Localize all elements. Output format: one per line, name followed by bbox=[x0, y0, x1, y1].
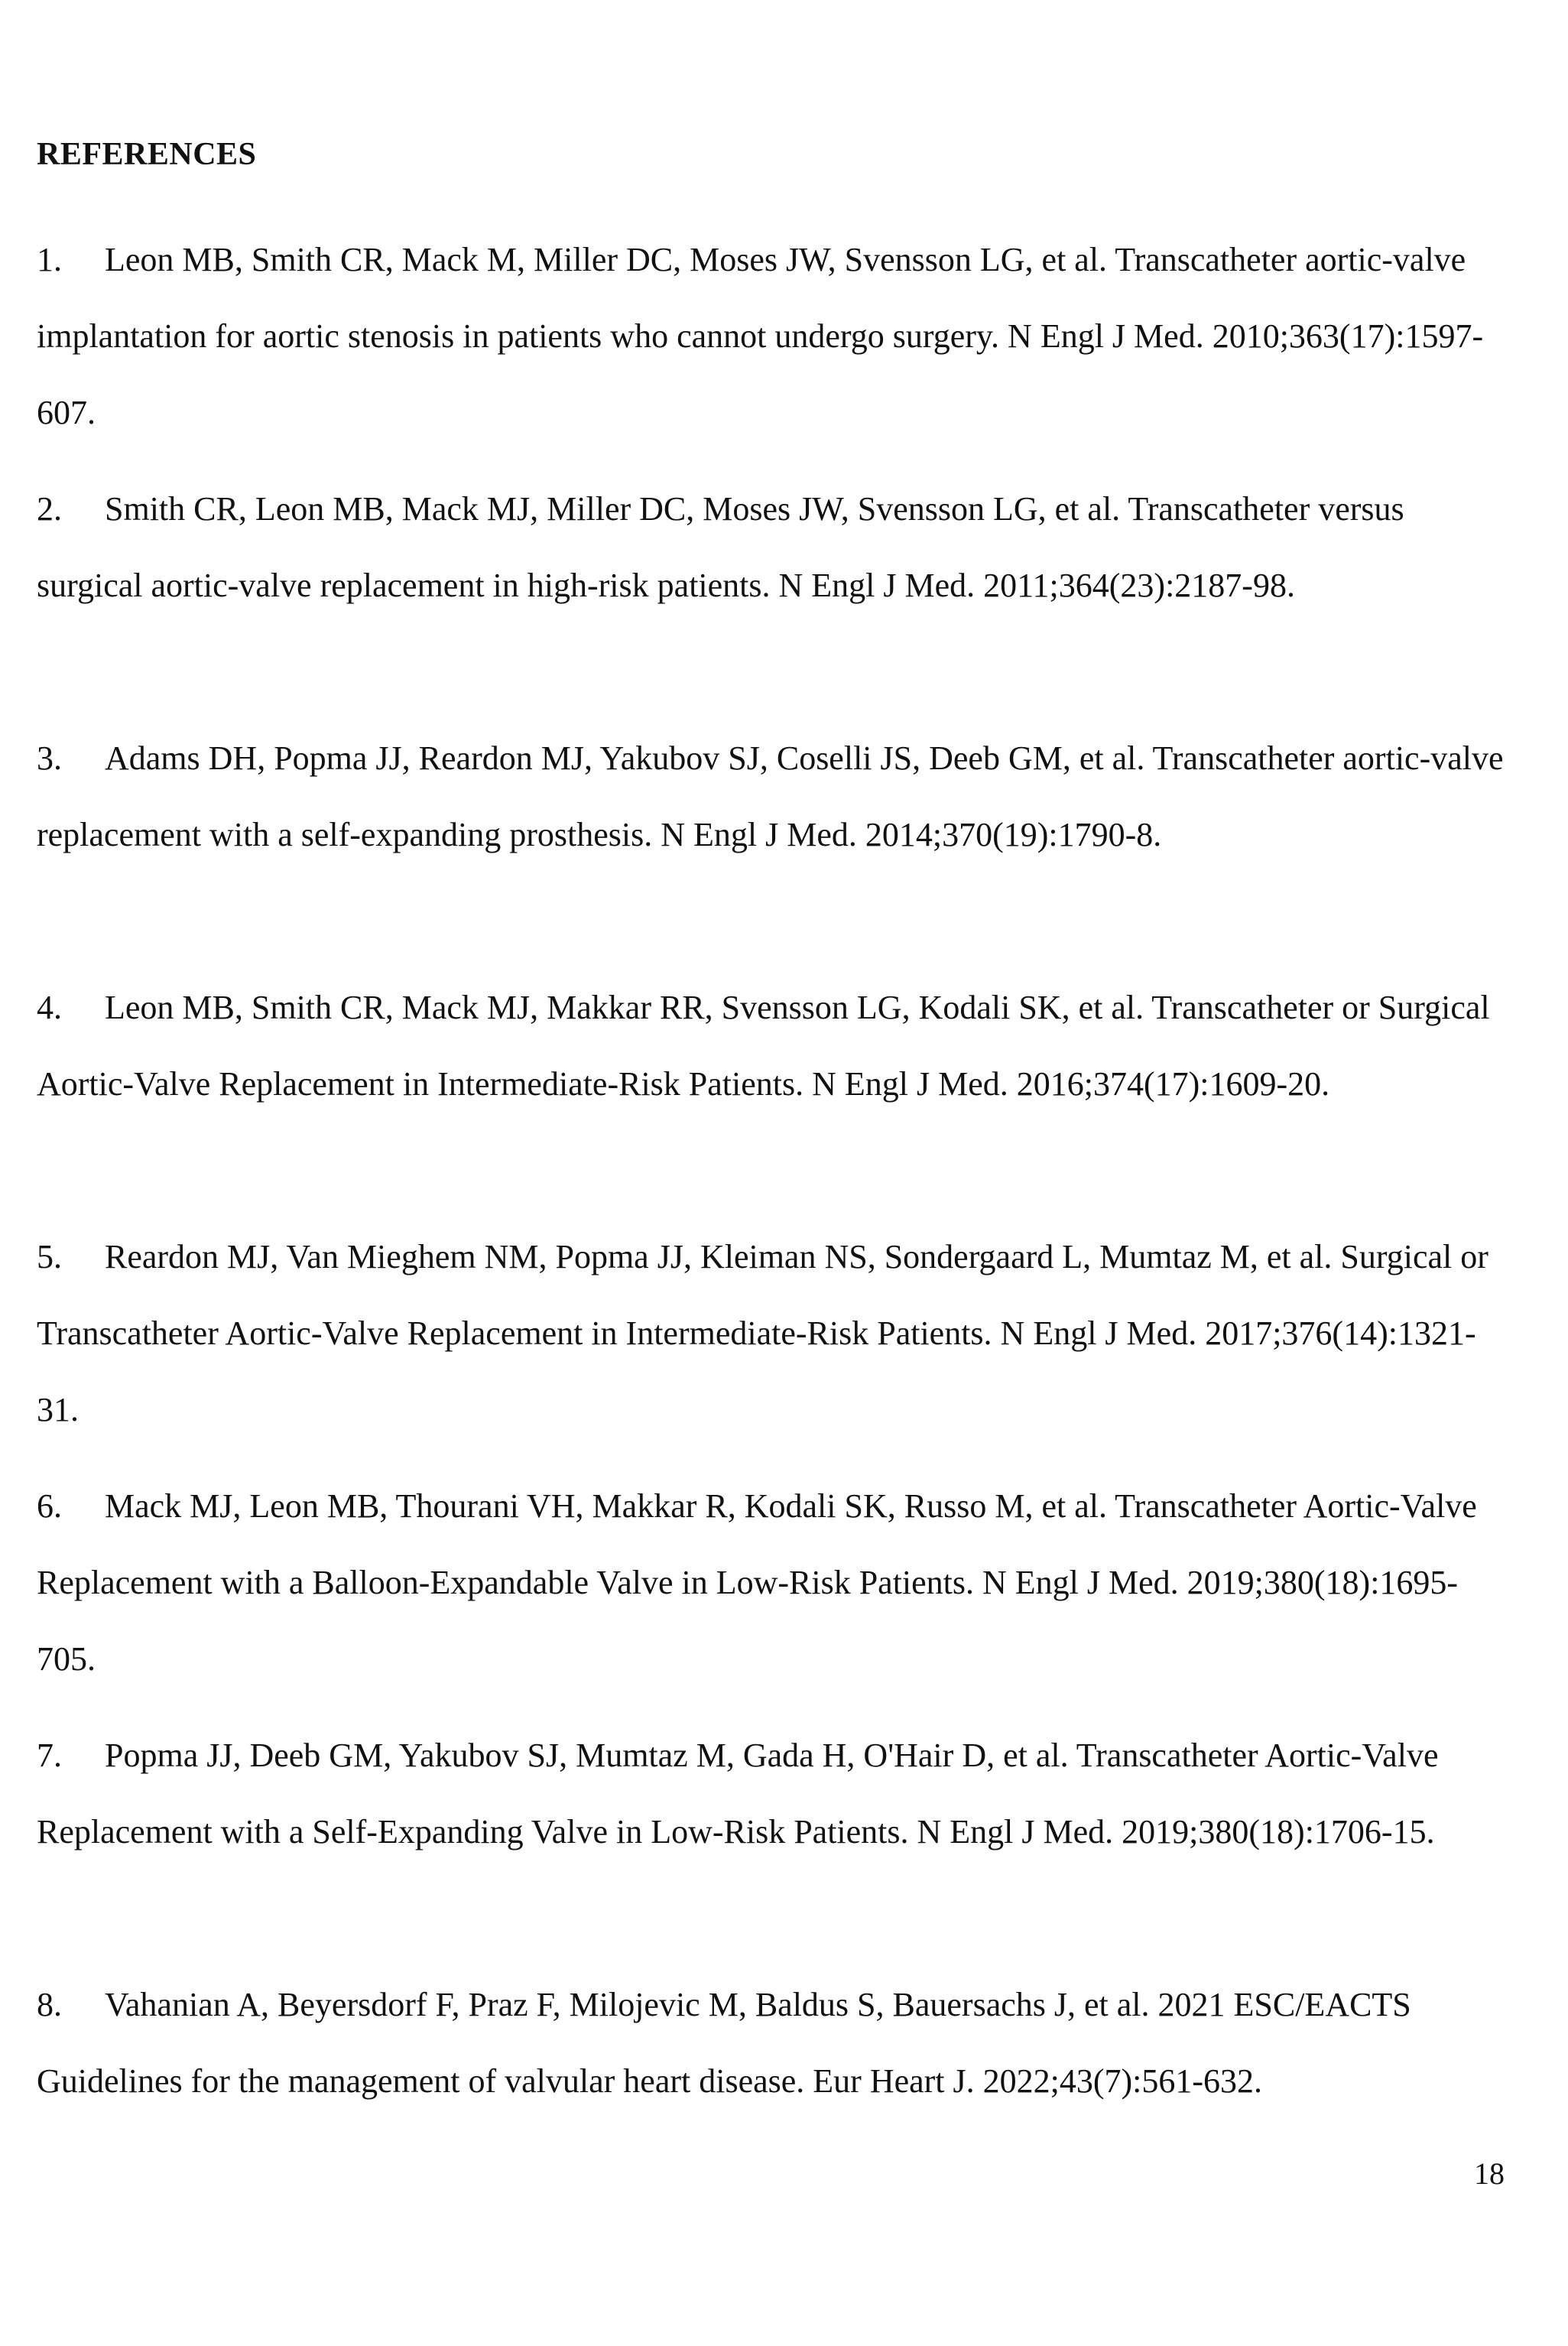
reference-text: Vahanian A, Beyersdorf F, Praz F, Milojevic M, Baldus S, Bauersachs J, et al. 2021 ESC/EACTS Guidelines for the management of valvular heart disease. Eur Heart J. 2022;43(7):561-632. bbox=[37, 1986, 1411, 2100]
reference-number: 4. bbox=[37, 989, 62, 1026]
reference-text: Reardon MJ, Van Mieghem NM, Popma JJ, Kleiman NS, Sondergaard L, Mumtaz M, et al. Surgical or Transcatheter Aortic-Valve Replacement in Intermediate-Risk Patients. N Engl J Med. 2017;376(14):1321-31. bbox=[37, 1238, 1488, 1428]
reference-number: 2. bbox=[37, 490, 62, 528]
reference-number: 6. bbox=[37, 1487, 62, 1525]
reference-text: Leon MB, Smith CR, Mack M, Miller DC, Moses JW, Svensson LG, et al. Transcatheter aortic-valve implantation for aortic stenosis in patients who cannot undergo surgery. N Engl J Med. 2010;363(17):1597-607. bbox=[37, 241, 1484, 431]
reference-item-7 bbox=[37, 1717, 1505, 1947]
reference-number: 7. bbox=[37, 1737, 62, 1774]
reference-item-8 bbox=[37, 1967, 1505, 2196]
reference-item-6 bbox=[37, 1468, 1505, 1698]
reference-text: Leon MB, Smith CR, Mack MJ, Makkar RR, Svensson LG, Kodali SK, et al. Transcatheter or Surgical Aortic-Valve Replacement in Intermediate-Risk Patients. N Engl J Med. 2016;374(17):1609-20. bbox=[37, 989, 1490, 1103]
reference-number: 8. bbox=[37, 1986, 62, 2023]
references-heading: REFERENCES bbox=[37, 137, 257, 172]
reference-text: Adams DH, Popma JJ, Reardon MJ, Yakubov SJ, Coselli JS, Deeb GM, et al. Transcatheter aortic-valve replacement with a self-expanding prosthesis. N Engl J Med. 2014;370(19):1790-8. bbox=[37, 739, 1504, 853]
reference-number: 3. bbox=[37, 739, 62, 777]
reference-text: Mack MJ, Leon MB, Thourani VH, Makkar R, Kodali SK, Russo M, et al. Transcatheter Aortic-Valve Replacement with a Balloon-Expandable Valve in Low-Risk Patients. N Engl J Med. 2019;380(18):1695-705. bbox=[37, 1487, 1477, 1678]
reference-item-5 bbox=[37, 1219, 1505, 1448]
reference-number: 5. bbox=[37, 1238, 62, 1275]
reference-item-4 bbox=[37, 970, 1505, 1199]
reference-item-2 bbox=[37, 471, 1505, 700]
reference-text: Smith CR, Leon MB, Mack MJ, Miller DC, Moses JW, Svensson LG, et al. Transcatheter versus surgical aortic-valve replacement in high-risk patients. N Engl J Med. 2011;364(23):2187-98. bbox=[37, 490, 1404, 604]
reference-text: Popma JJ, Deeb GM, Yakubov SJ, Mumtaz M, Gada H, O'Hair D, et al. Transcatheter Aortic-Valve Replacement with a Self-Expanding Valve in Low-Risk Patients. N Engl J Med. 2019;380(18):1706-15. bbox=[37, 1737, 1439, 1850]
reference-list bbox=[37, 222, 1505, 2216]
reference-item-1 bbox=[37, 222, 1505, 451]
page-number: 18 bbox=[1474, 2156, 1505, 2191]
reference-item-3 bbox=[37, 720, 1505, 950]
reference-number: 1. bbox=[37, 241, 62, 278]
